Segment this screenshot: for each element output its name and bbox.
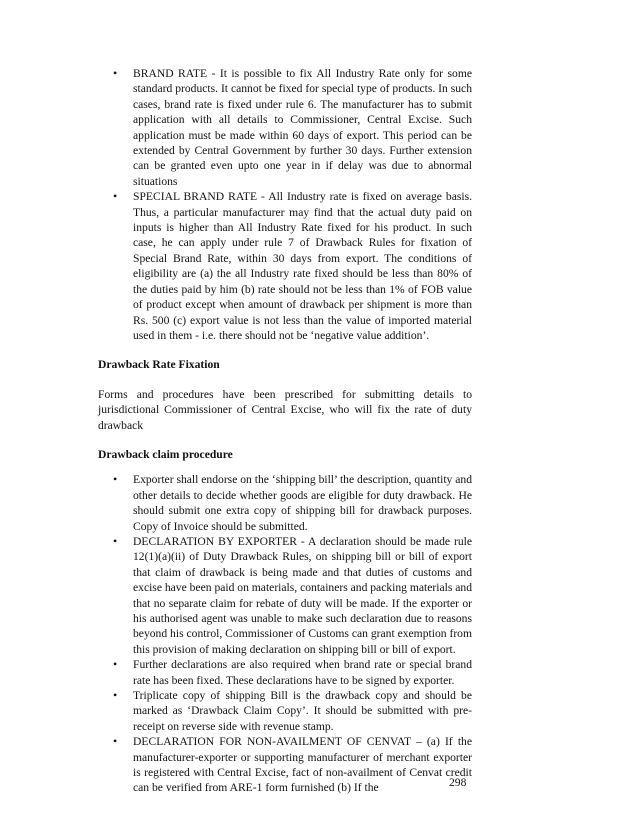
bullet-text: BRAND RATE - It is possible to fix All Industry Rate only for some standard products. It cannot be fixed for special type of products. In such cases, brand rate is fixed under rule 6. The manufacturer has to submit application with all details to Commissioner, Central Excise. Such application must be made within 60 days of export. This period can be extended by Central Government by further 30 days. Further extension can be granted even upto one year in if delay was due to abnormal situations (133, 67, 472, 188)
bullet-icon: • (113, 472, 118, 487)
brand-rate-bullet-list (98, 66, 472, 343)
bullet-text: Exporter shall endorse on the ‘shipping bill’ the description, quantity and other details to decide whether goods are eligible for duty drawback. He should submit one extra copy of shipping bill for drawback purposes. Copy of Invoice should be submitted. (133, 473, 472, 533)
bullet-icon: • (113, 66, 118, 80)
list-item (98, 734, 472, 796)
spacer (98, 343, 472, 357)
list-item (98, 534, 472, 657)
list-item (98, 189, 472, 343)
bullet-text: Triplicate copy of shipping Bill is the drawback copy and should be marked as ‘Drawback Claim Copy’. It should be submitted with pre-receipt on reverse side with revenue stamp. (133, 689, 472, 733)
page-content (98, 66, 472, 796)
page-number: 298 (449, 776, 467, 789)
list-item (98, 657, 472, 688)
bullet-icon: • (113, 189, 118, 204)
bullet-text: DECLARATION FOR NON-AVAILMENT OF CENVAT – (a) If the manufacturer-exporter or supporting manufacturer of merchant exporter is registered with Central Excise, fact of non-availment of Cenvat credit can be verified from ARE-1 form furnished (b) If the (133, 735, 472, 795)
claim-procedure-bullet-list (98, 472, 472, 796)
spacer (98, 462, 472, 472)
bullet-icon: • (113, 657, 118, 672)
bullet-icon: • (113, 688, 118, 703)
list-item (98, 472, 472, 534)
list-item (98, 66, 472, 189)
spacer (98, 433, 472, 447)
bullet-text: DECLARATION BY EXPORTER - A declaration should be made rule 12(1)(a)(ii) of Duty Drawback Rules, on shipping bill or bill of export that claim of drawback is being made and that duties of customs and excise have been paid on materials, containers and packing materials and that no separate claim for rebate of duty will be made. If the exporter or his authorised agent was unable to make such declaration due to reasons beyond his control, Commissioner of Customs can grant exemption from this provision of making declaration on shipping bill or bill of export. (133, 534, 472, 656)
bullet-icon: • (113, 734, 118, 749)
drawback-rate-fixation-paragraph: Forms and procedures have been prescribed for submitting details to jurisdictional Commissioner of Central Excise, who will fix the rate of duty drawback (98, 387, 472, 432)
drawback-claim-procedure-heading: Drawback claim procedure (98, 447, 233, 461)
list-item (98, 688, 472, 734)
drawback-rate-fixation-heading: Drawback Rate Fixation (98, 358, 220, 372)
spacer (98, 373, 472, 387)
bullet-icon: • (113, 533, 118, 548)
bullet-text: Further declarations are also required when brand rate or special brand rate has been fixed. These declarations have to be signed by exporter. (133, 658, 472, 687)
bullet-text: SPECIAL BRAND RATE - All Industry rate is fixed on average basis. Thus, a particular manufacturer may find that the actual duty paid on inputs is higher than All Industry Rate fixed for his product. In such case, he can apply under rule 7 of Drawback Rules for fixation of Special Brand Rate, within 30 days from export. The conditions of eligibility are (a) the all Industry rate fixed should be less than 80% of the duties paid by him (b) rate should not be less than 1% of FOB value of product except when amount of drawback per shipment is more than Rs. 500 (c) export value is not less than the value of imported material used in them - i.e. there should not be ‘negative value addition’. (133, 190, 472, 342)
